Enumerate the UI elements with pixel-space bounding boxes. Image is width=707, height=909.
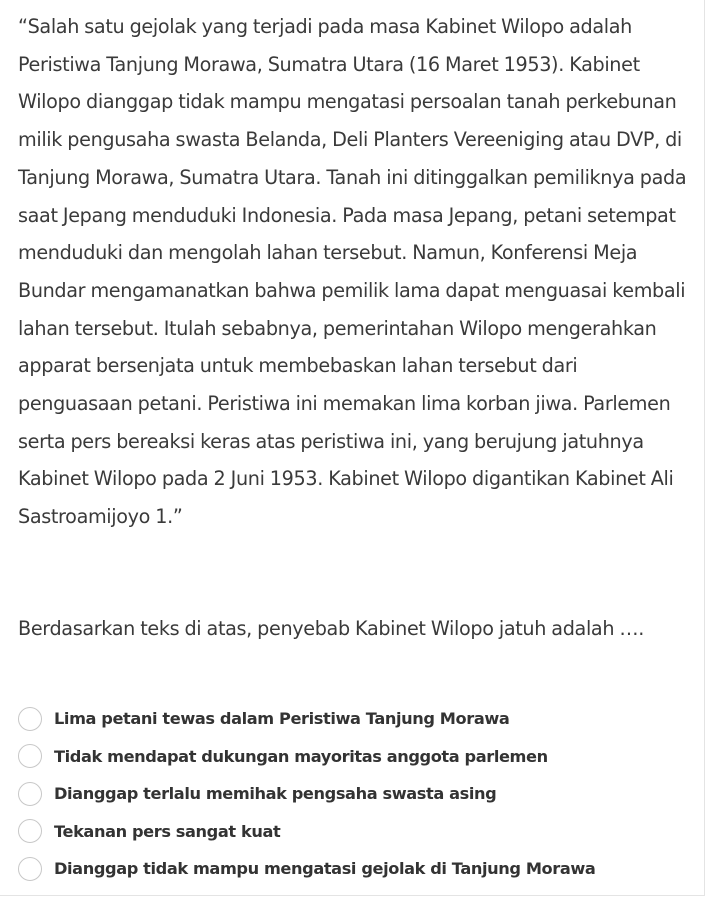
answer-option[interactable]: [18, 813, 698, 851]
answer-option-label: Tekanan pers sangat kuat: [54, 821, 281, 841]
answer-option-label: Dianggap terlalu memihak pengsaha swasta asing: [54, 784, 497, 804]
answer-option[interactable]: [18, 850, 698, 888]
answer-option[interactable]: [18, 738, 698, 776]
radio-button[interactable]: [18, 707, 42, 731]
question-passage: “Salah satu gejolak yang terjadi pada masa Kabinet Wilopo adalah Peristiwa Tanjung Morawa, Sumatra Utara (16 Maret 1953). Kabinet Wilopo dianggap tidak mampu mengatasi persoalan tanah perkebunan milik pengusaha swasta Belanda, Deli Planters Vereeniging atau DVP, di Tanjung Morawa, Sumatra Utara. Tanah ini ditinggalkan pemiliknya pada saat Jepang menduduki Indonesia. Pada masa Jepang, petani setempat menduduki dan mengolah lahan tersebut. Namun, Konferensi Meja Bundar mengamanatkan bahwa pemilik lama dapat menguasai kembali lahan tersebut. Itulah sebabnya, pemerintahan Wilopo mengerahkan apparat bersenjata untuk membebaskan lahan tersebut dari penguasaan petani. Peristiwa ini memakan lima korban jiwa. Parlemen serta pers bereaksi keras atas peristiwa ini, yang berujung jatuhnya Kabinet Wilopo pada 2 Juni 1953. Kabinet Wilopo digantikan Kabinet Ali Sastroamijoyo 1.”: [18, 15, 687, 529]
answer-option-label: Dianggap tidak mampu mengatasi gejolak di Tanjung Morawa: [54, 859, 596, 879]
radio-button[interactable]: [18, 819, 42, 843]
answer-option[interactable]: [18, 775, 698, 813]
answer-option-label: Lima petani tewas dalam Peristiwa Tanjung Morawa: [54, 709, 510, 729]
radio-button[interactable]: [18, 857, 42, 881]
answer-option-label: Tidak mendapat dukungan mayoritas anggota parlemen: [54, 746, 548, 766]
radio-button[interactable]: [18, 782, 42, 806]
answer-options: [18, 700, 698, 888]
question-prompt: Berdasarkan teks di atas, penyebab Kabinet Wilopo jatuh adalah ….: [18, 617, 644, 640]
radio-button[interactable]: [18, 744, 42, 768]
answer-option[interactable]: [18, 700, 698, 738]
